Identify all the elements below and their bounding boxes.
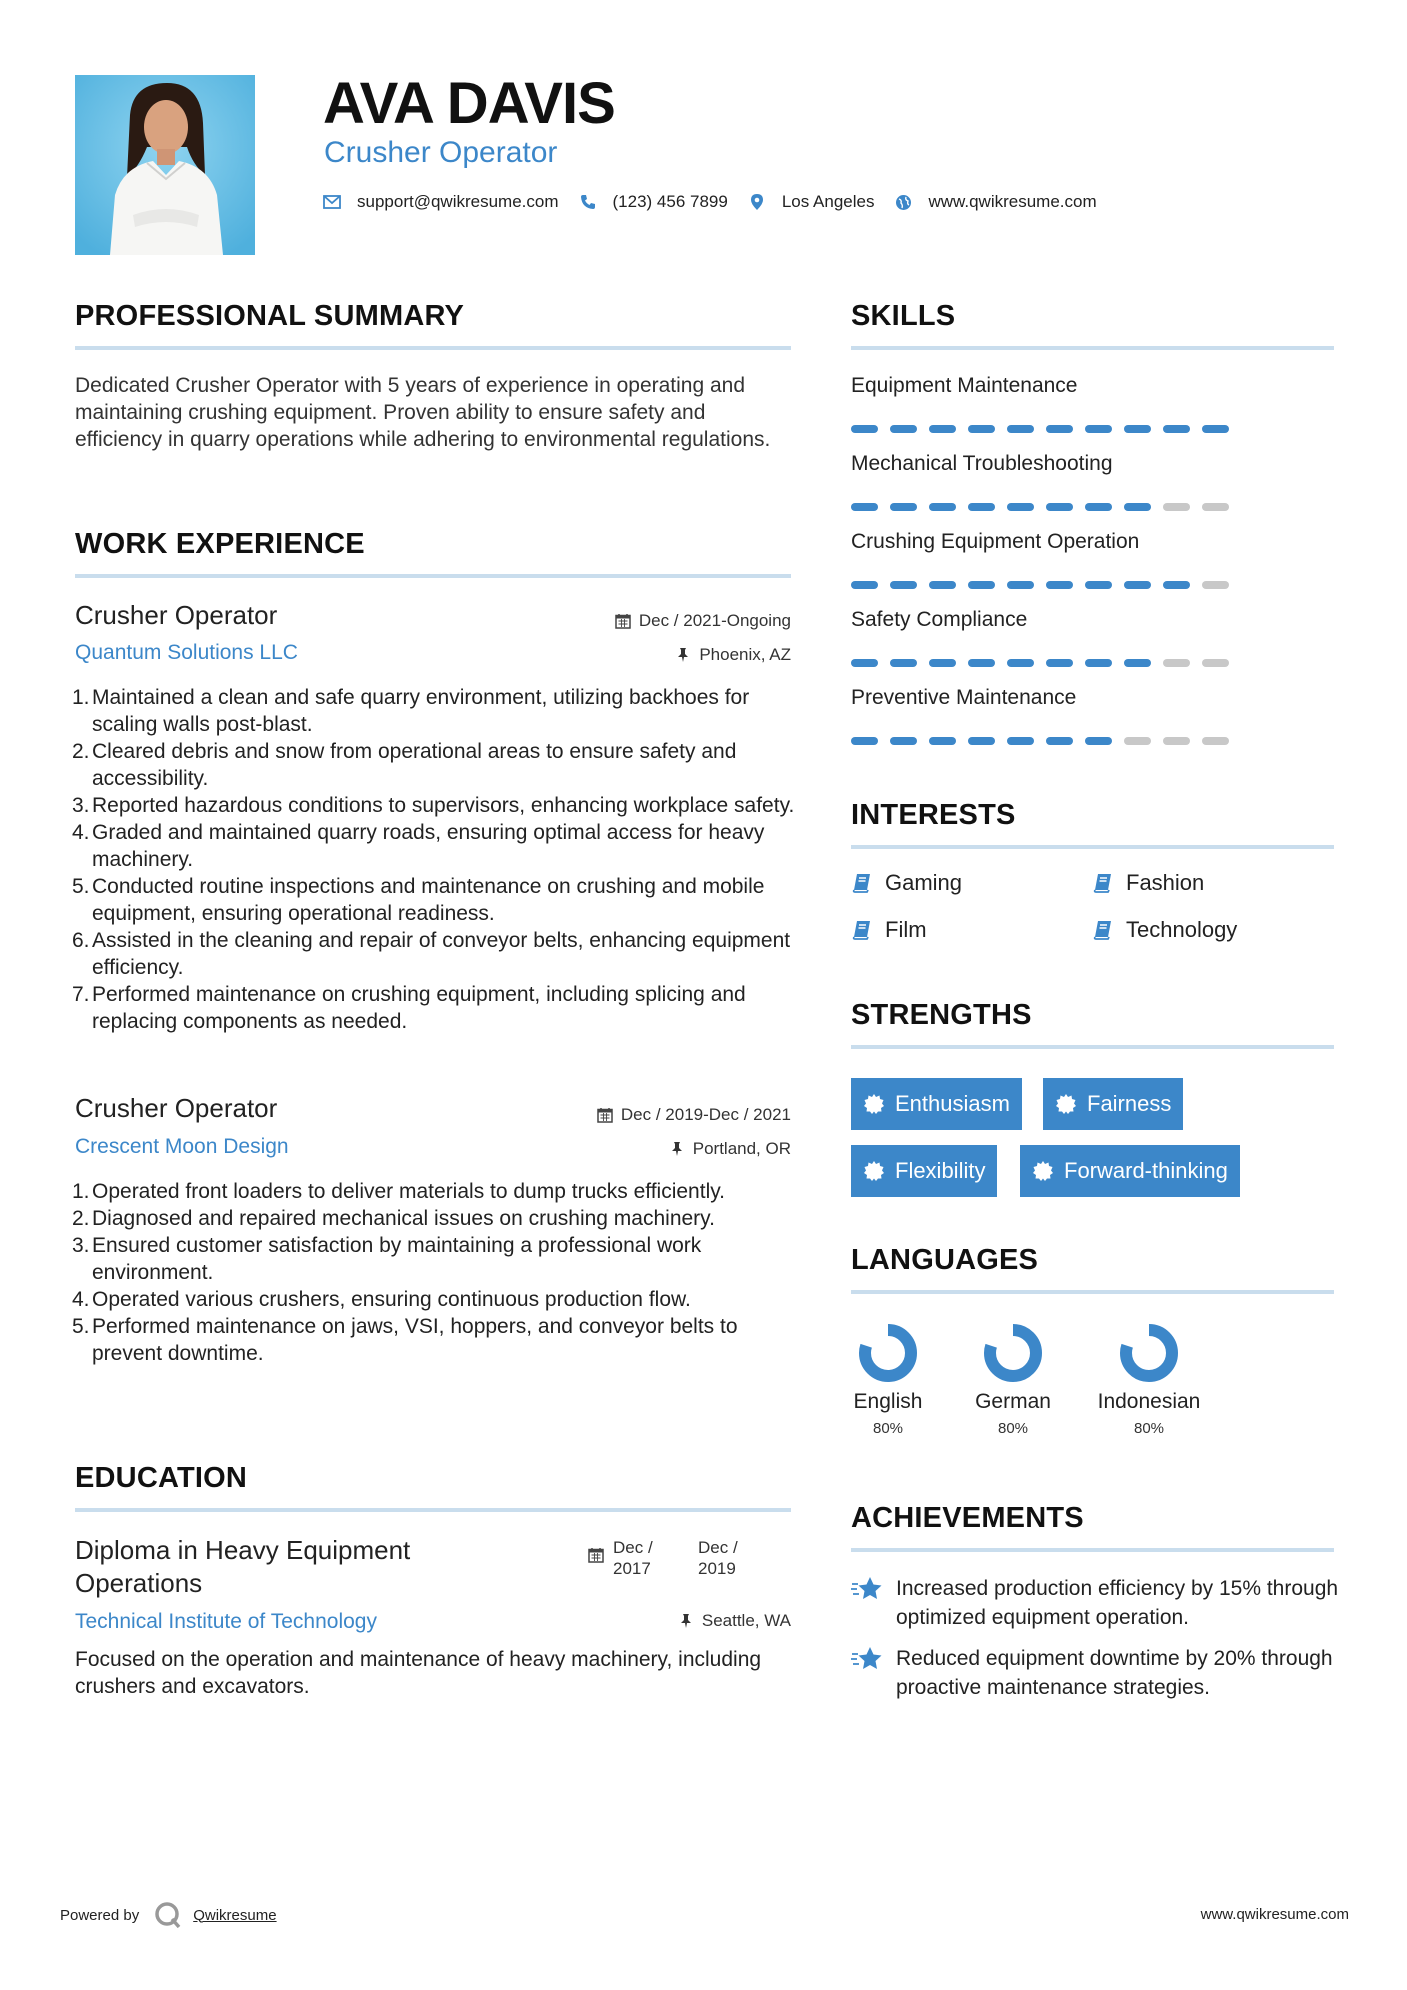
globe-icon [894,193,912,211]
job-location [669,1139,791,1159]
footer-website[interactable]: www.qwikresume.com [1200,1906,1349,1923]
skill-level-dash [968,581,995,589]
phone-text: (123) 456 7899 [612,192,728,211]
contact-phone[interactable] [579,192,728,212]
list-item: 6. Assisted in the cleaning and repair of conveyor belts, enhancing equipment efficiency. [72,929,791,979]
language-item [833,1322,943,1437]
skill-level-dash [851,737,878,745]
skill-level-dash [1163,425,1190,433]
skill-level-dash [1046,581,1073,589]
interest-item [1092,870,1204,896]
list-item: 2. Cleared debris and snow from operational areas to ensure safety and accessibility. [72,740,737,790]
job-bullets [74,684,799,1035]
calendar-icon [588,1547,604,1563]
skills-heading: SKILLS [851,300,956,332]
skill-name: Safety Compliance [851,608,1028,631]
strength-label: Enthusiasm [895,1091,1010,1116]
job-bullets [74,1178,799,1367]
language-percent: 80% [997,1420,1029,1437]
education-rule [75,1508,791,1512]
qwikresume-link[interactable]: Qwikresume [193,1906,277,1924]
skill-bar [851,581,1241,589]
skill-level-dash [890,581,917,589]
skill-level-dash [1124,503,1151,511]
skill-level-dash [851,425,878,433]
interest-label: Film [885,917,927,942]
skill-level-dash [968,659,995,667]
interest-item [851,917,927,943]
job-location-text: Phoenix, AZ [699,645,791,664]
badge-icon [1032,1160,1054,1182]
book-icon [851,872,873,894]
skill-level-dash [1046,503,1073,511]
interest-item [851,870,962,896]
book-icon [851,919,873,941]
experience-rule [75,574,791,578]
skill-level-dash [1085,503,1112,511]
candidate-name: AVA DAVIS [323,71,615,136]
skill-level-dash [890,425,917,433]
job-date-text: Dec / 2019-Dec / 2021 [620,1105,791,1124]
interests-heading: INTERESTS [851,799,1016,831]
list-item: 1. Operated front loaders to deliver materials to dump trucks efficiently. [72,1180,726,1203]
job-location [675,645,791,665]
skill-level-dash [1163,581,1190,589]
strength-label: Flexibility [895,1158,986,1183]
strength-chip [1043,1078,1183,1130]
interest-label: Gaming [885,870,963,895]
star-award-icon [851,1574,885,1604]
degree-title: Diploma in Heavy Equipment Operations [75,1535,411,1598]
skill-bar [851,737,1241,745]
interest-label: Fashion [1126,870,1205,895]
skill-level-dash [1124,737,1151,745]
edu-description: Focused on the operation and maintenance of heavy machinery, including crushers and excavators. [75,1648,762,1698]
skill-name: Preventive Maintenance [851,686,1077,709]
website-text: www.qwikresume.com [928,192,1097,211]
school-name: Technical Institute of Technology [75,1610,377,1633]
achievement-text: Increased production efficiency by 15% through optimized equipment operation. [896,1577,1339,1629]
strength-label: Fairness [1087,1091,1172,1116]
skill-level-dash [1202,659,1229,667]
skill-level-dash [1163,737,1190,745]
interest-label: Technology [1126,917,1238,942]
list-item: 4. Operated various crushers, ensuring continuous production flow. [72,1288,691,1311]
language-percent: 80% [872,1420,904,1437]
skill-level-dash [1085,581,1112,589]
list-item: 3. Ensured customer satisfaction by maintaining a professional work environment. [72,1234,702,1284]
calendar-icon [615,613,631,629]
contact-bar [323,192,1117,212]
skill-level-dash [1046,659,1073,667]
badge-icon [1055,1093,1077,1115]
skill-bar [851,425,1241,433]
skill-level-dash [1085,737,1112,745]
achievements-rule [851,1548,1334,1552]
language-name: English [853,1390,923,1413]
summary-heading: PROFESSIONAL SUMMARY [75,300,465,332]
language-ring [1118,1322,1180,1384]
strength-label: Forward-thinking [1064,1158,1228,1183]
skill-bar [851,503,1241,511]
achievement-item [851,1574,1351,1632]
list-item: 3. Reported hazardous conditions to supervisors, enhancing workplace safety. [72,794,795,817]
list-item: 5. Performed maintenance on jaws, VSI, hoppers, and conveyor belts to prevent downtime. [72,1315,738,1365]
skill-level-dash [1124,425,1151,433]
skill-level-dash [929,581,956,589]
skill-level-dash [929,737,956,745]
skill-level-dash [1163,503,1190,511]
list-item: 2. Diagnosed and repaired mechanical issues on crushing machinery. [72,1207,715,1230]
strength-chip [1020,1145,1240,1197]
strength-chip [851,1078,1022,1130]
edu-date-end: Dec / 2019 [698,1538,738,1578]
list-item: 4. Graded and maintained quarry roads, ensuring optimal access for heavy machinery. [72,821,765,871]
skill-level-dash [1046,737,1073,745]
skill-level-dash [1007,581,1034,589]
location-text: Los Angeles [781,192,875,211]
skill-name: Mechanical Troubleshooting [851,452,1113,475]
skill-name: Equipment Maintenance [851,374,1078,397]
job-date-text: Dec / 2021-Ongoing [638,611,791,630]
skill-level-dash [1124,581,1151,589]
footer-powered-by [60,1900,277,1930]
strengths-heading: STRENGTHS [851,999,1032,1031]
language-percent: 80% [1133,1420,1165,1437]
language-name: German [975,1390,1051,1413]
skill-level-dash [1085,659,1112,667]
skill-level-dash [968,425,995,433]
job-title: Crusher Operator [75,1093,278,1123]
powered-by-label: Powered by [60,1906,140,1924]
skill-bar [851,659,1241,667]
skill-level-dash [1202,503,1229,511]
badge-icon [863,1160,885,1182]
candidate-title: Crusher Operator [324,136,558,169]
skill-level-dash [851,581,878,589]
email-text: support@qwikresume.com [357,192,559,211]
book-icon [1092,872,1114,894]
job-location-text: Portland, OR [692,1139,791,1158]
skills-rule [851,346,1334,350]
job-company: Crescent Moon Design [75,1135,289,1158]
experience-heading: WORK EXPERIENCE [75,528,365,560]
skill-level-dash [1007,503,1034,511]
languages-rule [851,1290,1334,1294]
skill-level-dash [1085,425,1112,433]
languages-heading: LANGUAGES [851,1244,1039,1276]
interests-rule [851,845,1334,849]
education-heading: EDUCATION [75,1462,248,1494]
language-name: Indonesian [1097,1390,1201,1413]
pushpin-icon [669,1141,685,1157]
skill-level-dash [1124,659,1151,667]
contact-email[interactable] [323,192,559,212]
contact-website[interactable] [894,192,1096,212]
skill-level-dash [968,737,995,745]
skill-level-dash [890,737,917,745]
skill-level-dash [890,503,917,511]
edu-date-start: Dec / 2017 [613,1538,653,1578]
language-ring [982,1322,1044,1384]
list-item: 7. Performed maintenance on crushing equipment, including splicing and replacing components as needed. [72,983,746,1033]
phone-icon [579,193,597,211]
summary-rule [75,346,791,350]
achievements-heading: ACHIEVEMENTS [851,1502,1084,1534]
skill-level-dash [1202,737,1229,745]
profile-photo [75,75,255,255]
skill-level-dash [929,659,956,667]
list-item: 1. Maintained a clean and safe quarry environment, utilizing backhoes for scaling walls post-blast. [72,686,750,736]
job-date [615,611,791,631]
job-title: Crusher Operator [75,600,278,630]
skill-level-dash [968,503,995,511]
edu-location-text: Seattle, WA [701,1611,791,1630]
qwikresume-logo-icon [153,1900,183,1930]
achievement-item [851,1644,1351,1702]
badge-icon [863,1093,885,1115]
skill-level-dash [1202,425,1229,433]
envelope-icon [323,193,341,211]
interest-item [1092,917,1237,943]
language-item [958,1322,1068,1437]
pushpin-icon [675,647,691,663]
edu-location [678,1611,791,1631]
job-date [597,1105,791,1125]
skill-level-dash [929,503,956,511]
skill-level-dash [890,659,917,667]
job-company: Quantum Solutions LLC [75,641,298,664]
language-item [1093,1322,1205,1437]
strengths-rule [851,1045,1334,1049]
achievement-text: Reduced equipment downtime by 20% through proactive maintenance strategies. [896,1647,1333,1699]
skill-name: Crushing Equipment Operation [851,530,1140,553]
contact-location [748,192,875,212]
book-icon [1092,919,1114,941]
summary-text: Dedicated Crusher Operator with 5 years of experience in operating and maintaining crushing equipment. Proven ability to ensure safety and efficiency in quarry operations while adhering to environmental regulations. [75,374,771,451]
strength-chip [851,1145,997,1197]
skill-level-dash [1007,425,1034,433]
skill-level-dash [1007,659,1034,667]
pushpin-icon [678,1613,694,1629]
skill-level-dash [1046,425,1073,433]
skill-level-dash [851,659,878,667]
star-award-icon [851,1644,885,1674]
skill-level-dash [1007,737,1034,745]
skill-level-dash [929,425,956,433]
skill-level-dash [1202,581,1229,589]
list-item: 5. Conducted routine inspections and maintenance on crushing and mobile equipment, ensuring operational readiness. [72,875,765,925]
language-ring [857,1322,919,1384]
skill-level-dash [851,503,878,511]
map-pin-icon [748,193,766,211]
skill-level-dash [1163,659,1190,667]
calendar-icon [597,1107,613,1123]
